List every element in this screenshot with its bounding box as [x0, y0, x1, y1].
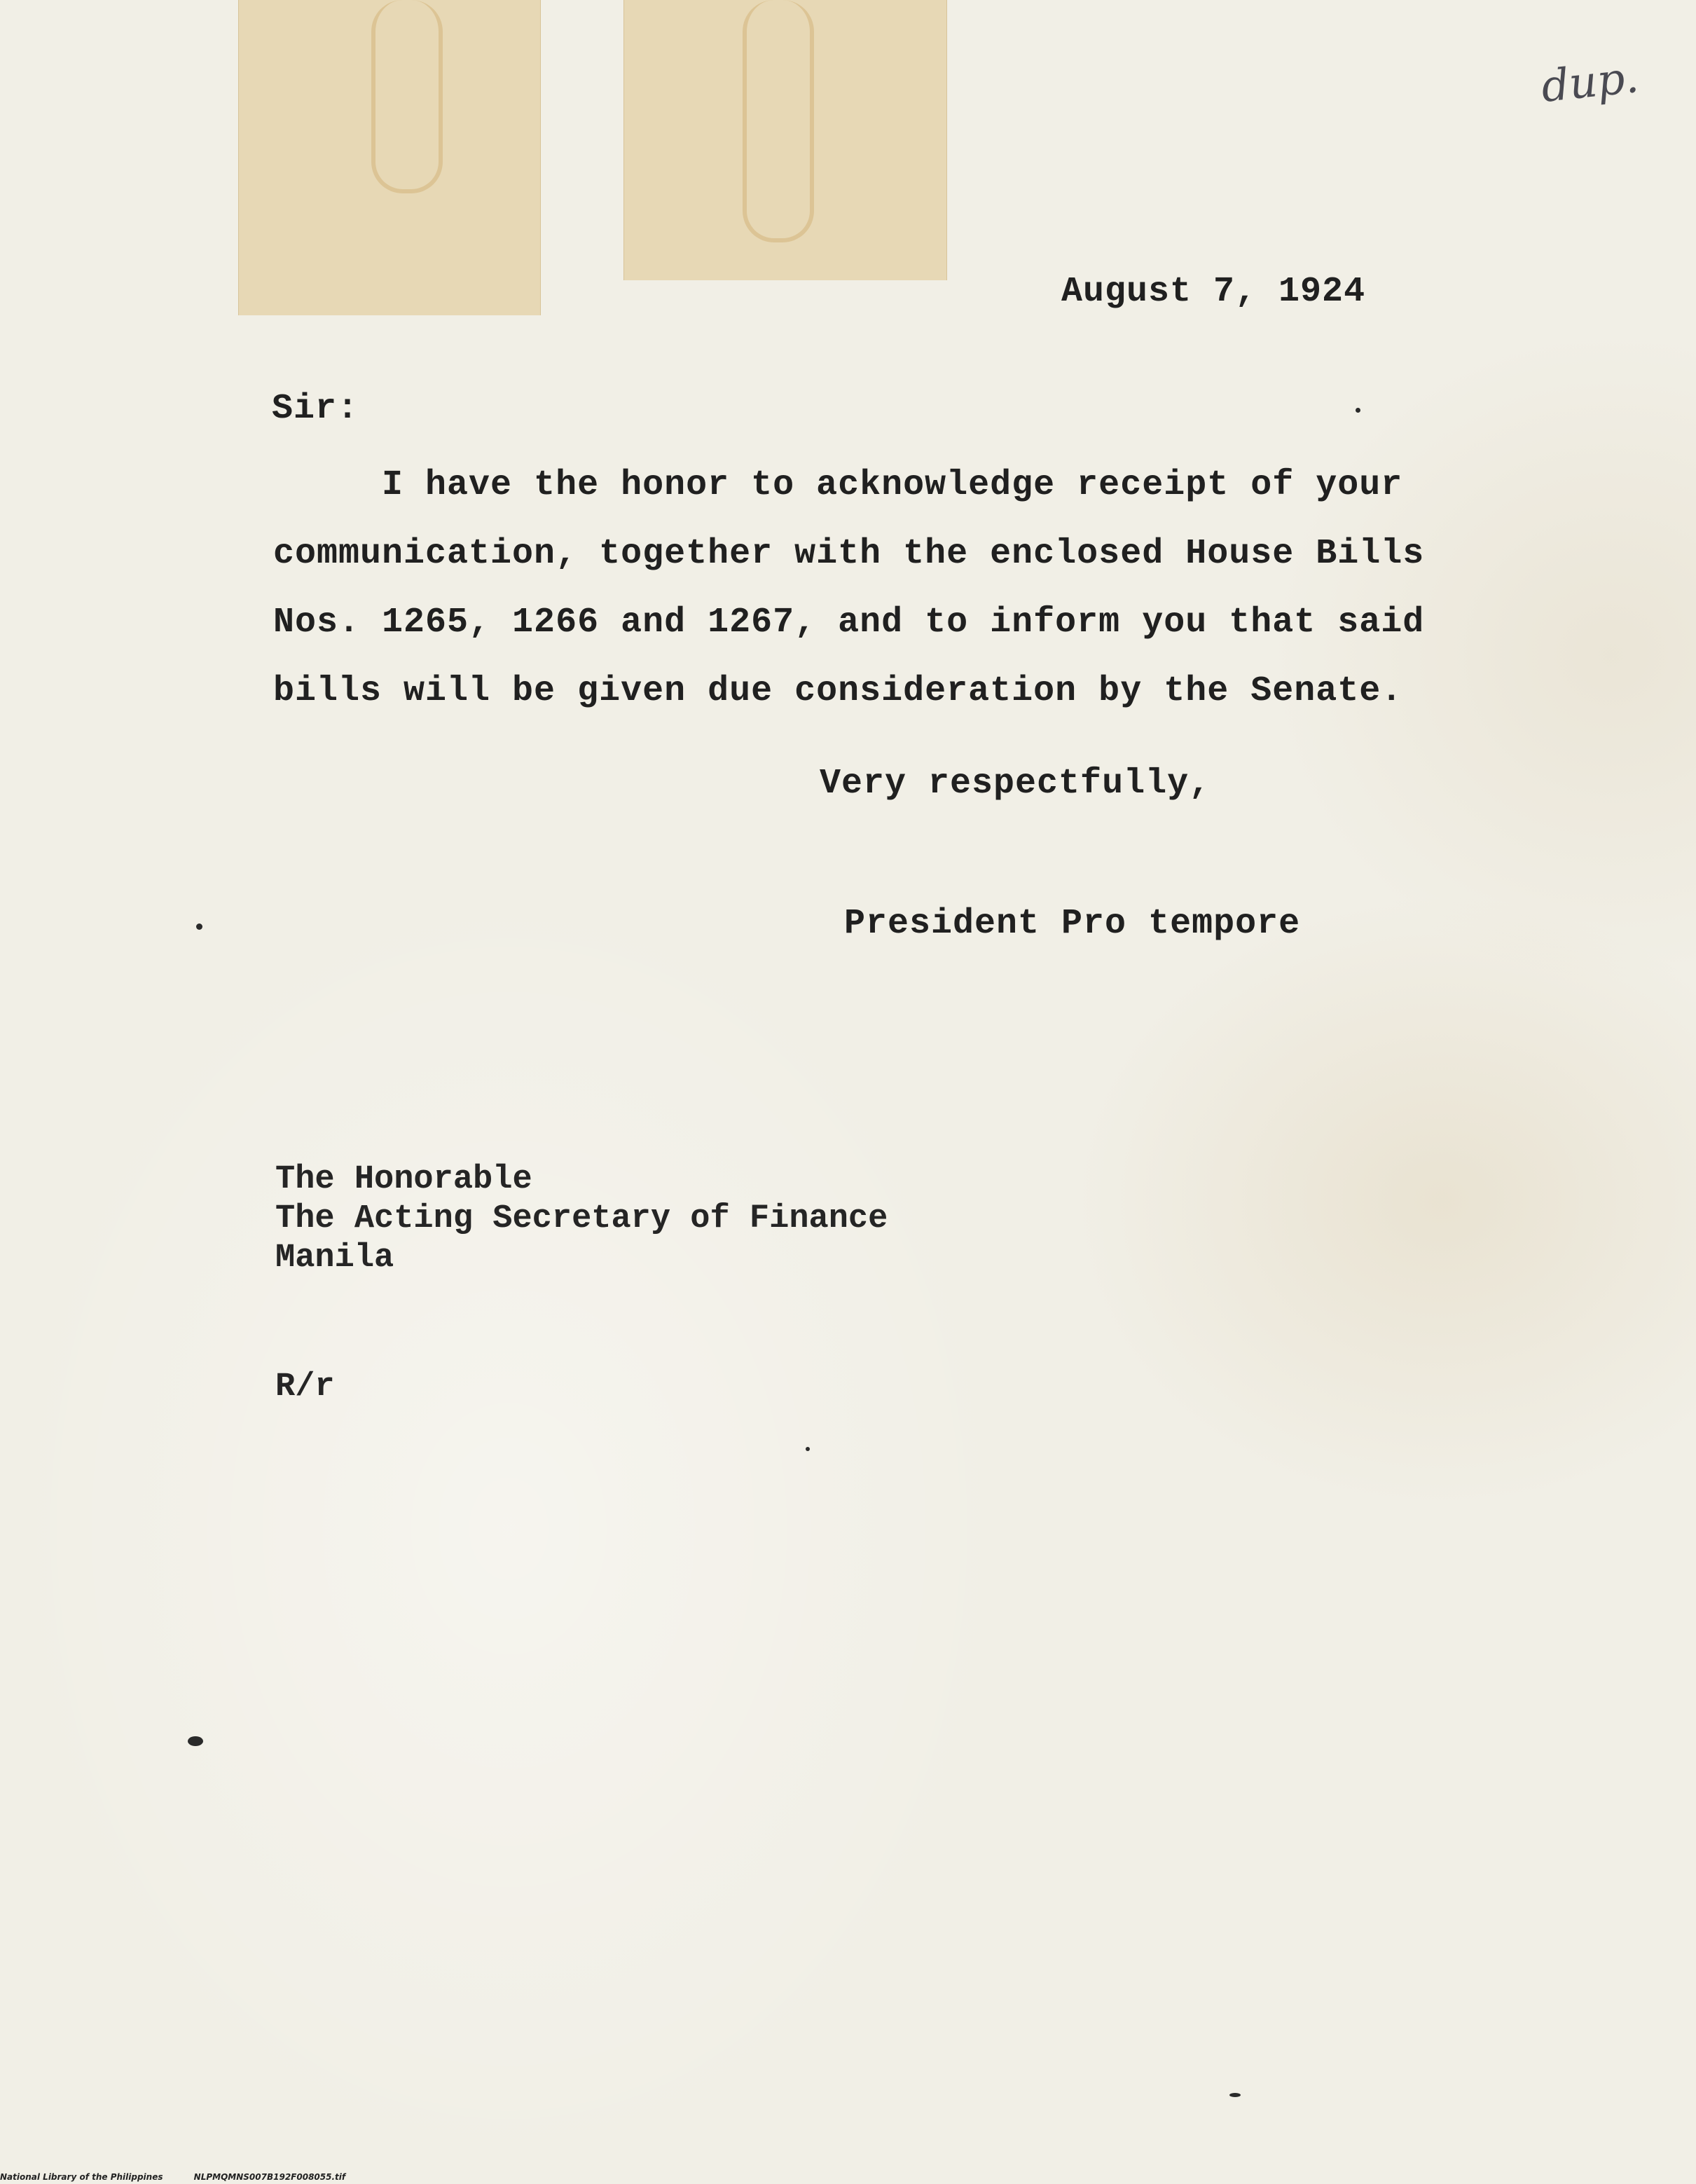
tape-streak-left [371, 0, 443, 193]
ink-speck [188, 1736, 203, 1746]
address-line: The Honorable [275, 1161, 532, 1198]
reference-initials: R/r [275, 1368, 335, 1406]
closing: Very respectfully, [820, 764, 1211, 804]
body-line: I have the honor to acknowledge receipt of your [273, 465, 1403, 505]
archive-footer [0, 2170, 490, 2184]
handwritten-note: dup. [1538, 50, 1641, 113]
library-credit: National Library of the Philippines [0, 2172, 163, 2182]
salutation: Sir: [272, 389, 359, 429]
recipient-address [275, 1160, 888, 1278]
body-line: Nos. 1265, 1266 and 1267, and to inform you that said [273, 603, 1425, 643]
ink-speck [1229, 2093, 1241, 2097]
archive-file-name: NLPMQMNS007B192F008055.tif [193, 2172, 346, 2182]
address-line: Manila [275, 1239, 394, 1277]
ink-speck [806, 1447, 810, 1451]
ink-speck [1356, 408, 1360, 413]
body-line: communication, together with the enclosed House Bills [273, 534, 1425, 574]
letter-body [273, 451, 1464, 726]
ink-speck [196, 923, 202, 930]
address-line: The Acting Secretary of Finance [275, 1200, 888, 1237]
body-line: bills will be given due consideration by the Senate. [273, 671, 1403, 711]
letter-date: August 7, 1924 [1061, 272, 1366, 312]
signature-title: President Pro tempore [844, 904, 1301, 944]
tape-streak-right [743, 0, 814, 242]
